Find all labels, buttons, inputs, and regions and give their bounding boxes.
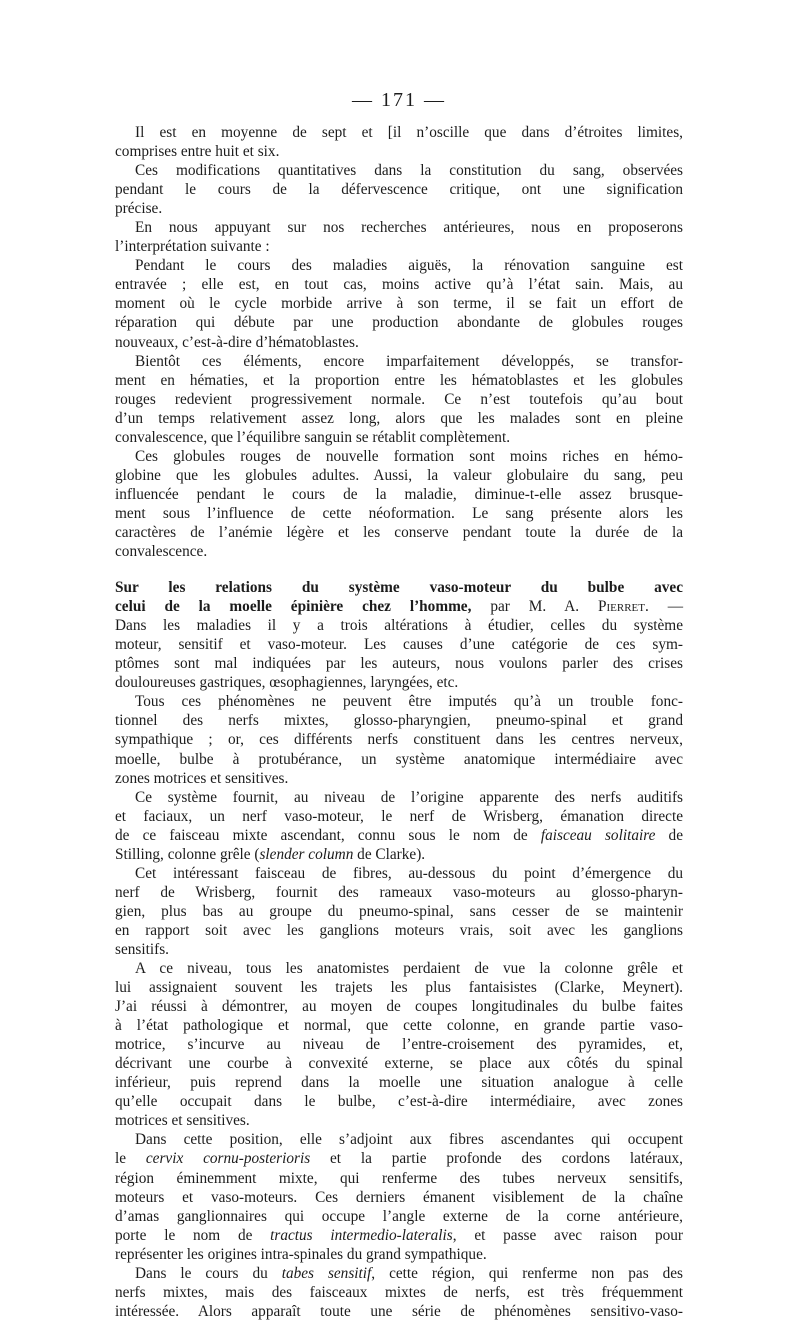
italic-term: tabes sensitif (281, 1264, 372, 1282)
paragraph-line (115, 845, 683, 864)
paragraph-line: nouveaux, c’est-à-dire d’hématoblastes. (115, 333, 359, 351)
paragraph-line: sensitifs. (115, 940, 169, 958)
italic-term: cervix cornu-posterioris (145, 1150, 311, 1168)
paragraph-line: motrice, s’incurve au niveau de l’entre-croisement des pyramides, et, (115, 1036, 683, 1054)
paragraph-line: précise. (115, 200, 163, 218)
paragraph-line: moelle, bulbe à protubérance, un système anatomique intermédiaire avec (115, 750, 683, 768)
paragraph-p1 (115, 123, 683, 161)
text-run: , cette région, qui renferme non pas des (371, 1264, 683, 1282)
paragraph-line: influencée pendant le cours de la maladie, diminue-t-elle assez brusque- (115, 485, 683, 503)
paragraph-line (115, 1226, 683, 1245)
paragraph-line: moment où le cycle morbide arrive à son terme, il se fait un effort de (115, 295, 683, 313)
paragraph-line: lui assignaient souvent les trajets les plus fantaisistes (Clarke, Meynert). (115, 979, 683, 997)
paragraph-line: entravée ; elle est, en tout cas, moins active qu’à l’état sain. Mais, au (115, 276, 683, 294)
paragraph-line: nerf de Wrisberg, fournit des rameaux vaso-moteurs au glosso-pharyn- (115, 883, 683, 901)
article-heading (115, 578, 683, 692)
paragraph-line: pendant le cours de la défervescence critique, ont une signification (115, 181, 683, 199)
paragraph-p4 (115, 256, 683, 351)
paragraph-q4 (115, 959, 683, 1130)
paragraph-p5 (115, 352, 683, 447)
article-title-line-2 (115, 597, 683, 616)
paragraph-p3 (115, 218, 683, 256)
paragraph-line: convalescence, que l’équilibre sanguin se rétablit complètement. (115, 428, 511, 446)
page-number: — 171 — (352, 89, 446, 111)
paragraph-q5 (115, 1130, 683, 1263)
text-run: Stilling, colonne grêle ( (115, 845, 260, 863)
paragraph-line: représenter les origines intra-spinales du grand sympathique. (115, 1245, 487, 1263)
paragraph-line: décrivant une courbe à convexité externe, se place aux côtés du spinal (115, 1055, 683, 1073)
italic-term: faisceau solitaire (540, 826, 656, 844)
paragraph-line: J’ai réussi à démontrer, au moyen de coupes longitudinales du bulbe faites (115, 998, 683, 1016)
article-author: Pierret (597, 598, 645, 616)
paragraph-q2 (115, 788, 683, 864)
paragraph-line: qu’elle occupait dans le bulbe, c’est-à-dire intermédiaire, avec zones (115, 1093, 683, 1111)
text-run: porte le nom de (115, 1226, 271, 1244)
paragraph-line: et faciaux, un nerf vaso-moteur, le nerf de Wrisberg, émanation directe (115, 807, 683, 825)
paragraph-line: A ce niveau, tous les anatomistes perdaient de vue la colonne grêle et (135, 960, 683, 978)
paragraph-line: Bientôt ces éléments, encore imparfaitement développés, se transfor- (135, 352, 683, 370)
paragraph-line: l’interprétation suivante : (115, 238, 270, 256)
text-run: de Clarke). (353, 845, 426, 863)
text-run: de (655, 826, 683, 844)
section-gap (115, 561, 683, 578)
paragraph-line: Dans cette position, elle s’adjoint aux fibres ascendantes qui occupent (135, 1131, 683, 1149)
paragraph-line: ment en hématies, et la proportion entre les hématoblastes et les globules (115, 371, 683, 389)
paragraph-line (115, 826, 683, 845)
italic-term: slender column (259, 845, 354, 863)
paragraph-line: Cet intéressant faisceau de fibres, au-dessous du point d’émergence du (135, 864, 683, 882)
article-byline: par M. A. (471, 598, 598, 616)
paragraph-line: globine que les globules adultes. Aussi, la valeur globulaire du sang, peu (115, 466, 683, 484)
paragraph-line (115, 1264, 683, 1283)
paragraph-q1 (115, 692, 683, 787)
article-dash: . — (644, 598, 683, 616)
article-text-line: Dans les maladies il y a trois altérations à étudier, celles du système (115, 617, 683, 635)
paragraph-line: gien, plus bas au groupe du pneumo-spinal, sans cesser de se maintenir (115, 902, 683, 920)
text-run: Dans le cours du (135, 1264, 282, 1282)
article-title-line-1: Sur les relations du système vaso-moteur du bulbe avec (115, 579, 683, 597)
paragraph-line: d’amas ganglionnaires qui occupe l’angle externe de la corne antérieure, (115, 1207, 683, 1225)
paragraph-line: convalescence. (115, 543, 208, 561)
paragraph-p6 (115, 447, 683, 561)
text-run: , et passe avec raison pour (452, 1226, 683, 1244)
paragraph-line: Pendant le cours des maladies aiguës, la rénovation sanguine est (135, 257, 683, 275)
paragraph-q3 (115, 864, 683, 959)
paragraph-line: région éminemment mixte, qui renferme des tubes nerveux sensitifs, (115, 1169, 683, 1187)
paragraph-line: comprises entre huit et six. (115, 143, 280, 161)
opening-paragraphs (115, 123, 683, 561)
paragraph-line: nerfs mixtes, mais des faisceaux mixtes de nerfs, est très fréquemment (115, 1283, 683, 1301)
paragraph-line: ment sous l’influence de cette néoformation. Le sang présente alors les (115, 504, 683, 522)
paragraph-p2 (115, 161, 683, 218)
paragraph-line: à l’état pathologique et normal, que cette colonne, en grande partie vaso- (115, 1017, 683, 1035)
article-text-line: moteur, sensitif et vaso-moteur. Les causes d’une catégorie de ces sym- (115, 636, 683, 654)
paragraph-line (115, 1149, 683, 1168)
article-title-bold: celui de la moelle épinière chez l’homme, (115, 598, 472, 616)
italic-term: tractus intermedio-lateralis (270, 1226, 453, 1244)
paragraph-q6 (115, 1264, 683, 1321)
paragraph-line: d’un temps relativement assez long, alors que les malades sont en pleine (115, 409, 683, 427)
text-run: le (115, 1150, 146, 1168)
paragraph-line: zones motrices et sensitives. (115, 769, 289, 787)
paragraph-line: intéressée. Alors apparaît toute une série de phénomènes sensitivo-vaso- (115, 1302, 683, 1320)
paragraph-line: En nous appuyant sur nos recherches antérieures, nous en proposerons (135, 219, 683, 237)
text-run: et la partie profonde des cordons latéraux, (310, 1150, 683, 1168)
article-text-line: ptômes sont mal indiquées par les auteurs, nous voulons parler des crises (115, 655, 683, 673)
paragraph-line: Il est en moyenne de sept et [il n’oscille que dans d’étroites limites, (135, 124, 683, 141)
paragraph-line: réparation qui débute par une production abondante de globules rouges (115, 314, 683, 332)
paragraph-line: motrices et sensitives. (115, 1112, 250, 1130)
paragraph-line: Ces globules rouges de nouvelle formation sont moins riches en hémo- (135, 447, 683, 465)
paragraph-line: en rapport soit avec les ganglions moteurs vrais, soit avec les ganglions (115, 921, 683, 939)
text-run: de ce faisceau mixte ascendant, connu sous le nom de (115, 826, 541, 844)
paragraph-line: Ce système fournit, au niveau de l’origine apparente des nerfs auditifs (135, 788, 683, 806)
paragraph-line: moteurs et vaso-moteurs. Ces derniers émanent visiblement de la chaîne (115, 1188, 683, 1206)
paragraph-line: tionnel des nerfs mixtes, glosso-pharyngien, pneumo-spinal et grand (115, 712, 683, 730)
paragraph-line: inférieur, puis reprend dans la moelle une situation analogue à celle (115, 1074, 683, 1092)
paragraph-line: rouges redevient progressivement normale. Ce n’est toutefois qu’au bout (115, 390, 683, 408)
book-page (115, 88, 683, 1321)
article-text-line: douloureuses gastriques, œsophagiennes, laryngées, etc. (115, 674, 459, 692)
paragraph-line: Tous ces phénomènes ne peuvent être imputés qu’à un trouble fonc- (135, 693, 683, 711)
paragraph-line: sympathique ; or, ces différents nerfs constituent dans les centres nerveux, (115, 731, 683, 749)
paragraph-line: caractères de l’anémie légère et les conserve pendant toute la durée de la (115, 523, 683, 541)
paragraph-line: Ces modifications quantitatives dans la constitution du sang, observées (135, 162, 683, 180)
